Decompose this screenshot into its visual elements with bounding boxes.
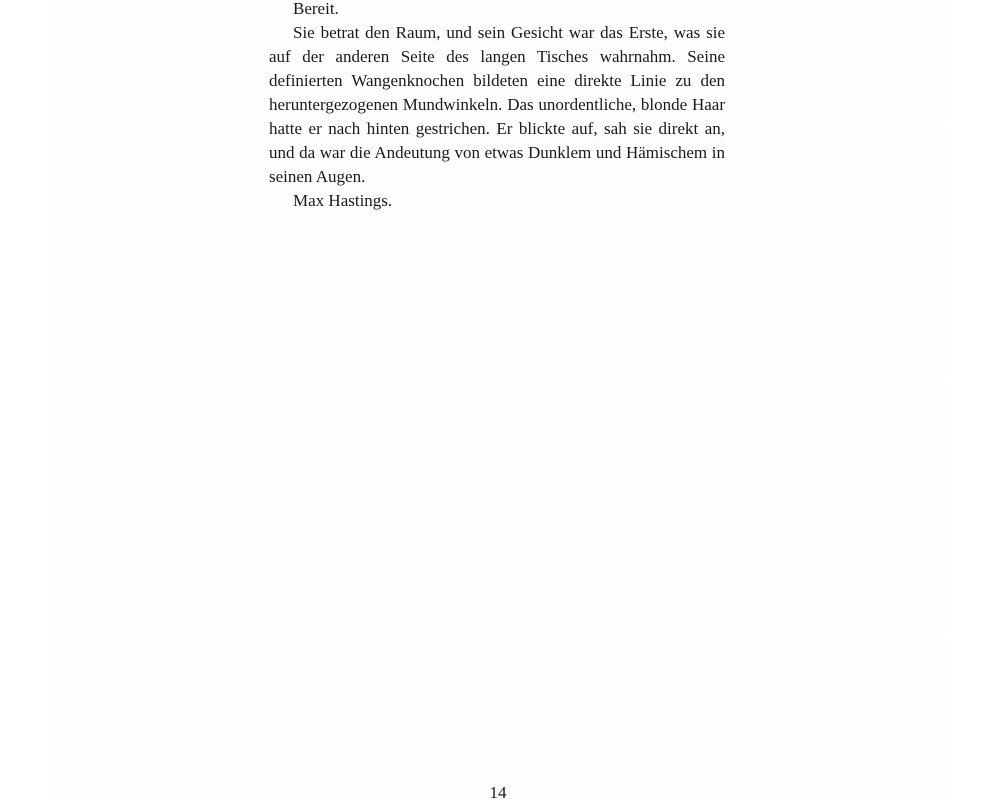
paragraph-bereit: Bereit.	[293, 0, 339, 18]
body-text	[269, 0, 725, 213]
paragraph-description: Sie betrat den Raum, und sein Gesicht war das Erste, was sie auf der anderen Seite des langen Tisches wahrnahm. Seine definierten Wangenknochen bildeten eine direkte Linie zu den heruntergezogenen Mundwinkeln. Das unordentliche, blonde Haar hatte er nach hinten gestrichen. Er blickte auf, sah sie direkt an, und da war die Andeutung von etwas Dunklem und Hämischem in seinen Augen.	[269, 23, 725, 186]
paragraph-name: Max Hastings.	[293, 191, 393, 210]
page-number: 14	[489, 783, 507, 802]
